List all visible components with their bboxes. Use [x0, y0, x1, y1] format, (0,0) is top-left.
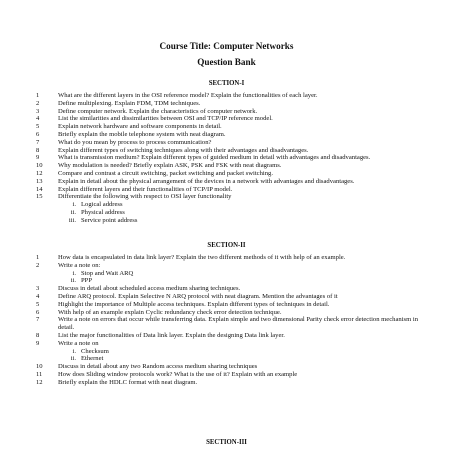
- question-number: 8: [36, 146, 40, 154]
- question-item: [36, 92, 418, 100]
- question-item: [36, 139, 418, 147]
- question-number: 6: [36, 308, 40, 316]
- sub-question-text: Stop and Wait ARQ: [81, 269, 134, 277]
- sub-question-item: [36, 209, 418, 217]
- question-item: [36, 178, 418, 186]
- question-item: [36, 254, 418, 262]
- question-number: 10: [36, 162, 43, 170]
- question-text: List the major functionalities of Data link layer. Explain the designing Data link layer.: [58, 331, 285, 339]
- question-number: 8: [36, 331, 40, 339]
- document-subtitle: Question Bank: [197, 57, 256, 67]
- sub-question-text: Physical address: [81, 208, 125, 216]
- question-item: [36, 186, 418, 194]
- question-text: Discuss in detail about any two Random access medium sharing techniques: [58, 363, 258, 371]
- question-item: [36, 293, 418, 301]
- question-text: Write a note on:: [58, 261, 101, 269]
- section-1-question-list: [36, 92, 418, 225]
- question-item: [36, 154, 418, 162]
- sub-question-number: i.: [72, 347, 76, 355]
- question-text: Define computer network. Explain the characteristics of computer network.: [58, 107, 258, 115]
- question-text: With help of an example explain Cyclic redundancy check error detection technique.: [58, 308, 282, 316]
- question-item: [36, 316, 418, 332]
- section-heading-3: SECTION-III: [206, 439, 247, 446]
- question-item: [36, 363, 418, 371]
- question-text: Differentiate the following with respect to OSI layer functionality: [58, 193, 232, 201]
- question-number: 7: [36, 138, 40, 146]
- sub-question-item: [36, 201, 418, 209]
- question-text: Why modulation is needed? Briefly explain ASK, PSK and FSK with neat diagrams.: [58, 162, 282, 170]
- question-number: 7: [36, 316, 40, 324]
- sub-question-item: [36, 348, 418, 356]
- question-item: [36, 147, 418, 155]
- question-item: [36, 285, 418, 293]
- question-text: Compare and contrast a circuit switching, packet switching and packet switching.: [58, 169, 273, 177]
- question-text: Define multiplexing. Explain FDM, TDM techniques.: [58, 99, 201, 107]
- question-item: [36, 309, 418, 317]
- question-number: 2: [36, 261, 40, 269]
- question-number: 4: [36, 115, 40, 123]
- sub-question-number: ii.: [70, 208, 76, 216]
- section-heading-2: SECTION-II: [207, 242, 246, 249]
- sub-question-text: Service point address: [81, 216, 138, 224]
- question-text: Explain different types of switching techniques along with their advantages and disadvantages.: [58, 146, 309, 154]
- question-item: [36, 193, 418, 201]
- question-number: 2: [36, 99, 40, 107]
- question-item: [36, 131, 418, 139]
- sub-question-number: ii.: [70, 355, 76, 363]
- question-item: [36, 170, 418, 178]
- course-title: Course Title: Computer Networks: [159, 41, 294, 51]
- sub-question-text: Ethernet: [81, 355, 104, 363]
- question-text: What are the different layers in the OSI reference model? Explain the functionalities of each layer.: [58, 92, 318, 99]
- question-item: [36, 123, 418, 131]
- question-number: 3: [36, 285, 40, 293]
- question-text: Discuss in detail about scheduled access medium sharing techniques.: [58, 285, 241, 293]
- question-number: 5: [36, 300, 40, 308]
- question-text: What do you mean by process to process communication?: [58, 138, 212, 146]
- question-text: How data is encapsulated in data link layer? Explain the two different methods of it with help of an example.: [58, 254, 346, 261]
- question-item: [36, 301, 418, 309]
- sub-question-item: [36, 270, 418, 278]
- sub-question-text: PPP: [81, 277, 93, 285]
- question-number: 6: [36, 130, 40, 138]
- sub-question-item: [36, 355, 418, 363]
- section-heading-1: SECTION-I: [208, 80, 245, 87]
- question-text: Highlight the importance of Multiple access techniques. Explain different types of techniques in detail.: [58, 300, 330, 308]
- question-item: [36, 340, 418, 348]
- question-item: [36, 332, 418, 340]
- question-item: [36, 262, 418, 270]
- question-item: [36, 100, 418, 108]
- question-text: Define ARQ protocol. Explain Selective N ARQ protocol with neat diagram. Mention the advantages of it: [58, 292, 338, 300]
- question-text: What is transmission medium? Explain different types of guided medium in detail with advantages and disadvantages.: [58, 154, 371, 162]
- sub-question-text: Logical address: [81, 201, 123, 209]
- question-text: Explain in detail about the physical arrangement of the devices in a network with advantages and disadvantages.: [58, 177, 355, 185]
- question-number: 9: [36, 154, 40, 162]
- sub-question-number: i.: [72, 269, 76, 277]
- sub-question-text: Checksum: [81, 347, 109, 355]
- question-text: Explain different layers and their functionalities of TCP/IP model.: [58, 185, 233, 193]
- question-number: 14: [36, 185, 43, 193]
- sub-question-number: iii.: [68, 216, 76, 224]
- sub-question-number: ii.: [70, 277, 76, 285]
- question-number: 12: [36, 169, 43, 177]
- question-item: [36, 115, 418, 123]
- sub-question-item: [36, 277, 418, 285]
- question-text: List the similarities and dissimilarities between OSI and TCP/IP reference model.: [58, 115, 273, 123]
- question-number: 1: [36, 254, 40, 261]
- question-number: 3: [36, 107, 40, 115]
- question-number: 12: [36, 378, 43, 386]
- question-text: Write a note on: [58, 339, 99, 347]
- question-number: 9: [36, 339, 40, 347]
- sub-question-item: [36, 217, 418, 225]
- question-number: 11: [36, 370, 43, 378]
- question-item: [36, 108, 418, 116]
- question-number: 5: [36, 123, 40, 131]
- question-number: 4: [36, 292, 40, 300]
- question-item: [36, 371, 418, 379]
- question-number: 1: [36, 92, 40, 99]
- question-text: Briefly explain the HDLC format with neat diagram.: [58, 378, 198, 386]
- question-text: Write a note on errors that occur while transferring data. Explain simple and two dimensional Parity check error detection mechanism in detail.: [58, 316, 418, 332]
- question-number: 10: [36, 363, 43, 371]
- question-text: Briefly explain the mobile telephone system with neat diagram.: [58, 130, 226, 138]
- question-item: [36, 379, 418, 387]
- question-text: How does Sliding window protocols work? What is the use of it? Explain with an example: [58, 370, 298, 378]
- question-item: [36, 162, 418, 170]
- question-number: 13: [36, 177, 43, 185]
- section-2-question-list: [36, 254, 418, 387]
- sub-question-number: i.: [72, 201, 76, 209]
- question-text: Explain network hardware and software components in detail.: [58, 123, 222, 131]
- question-number: 15: [36, 193, 43, 201]
